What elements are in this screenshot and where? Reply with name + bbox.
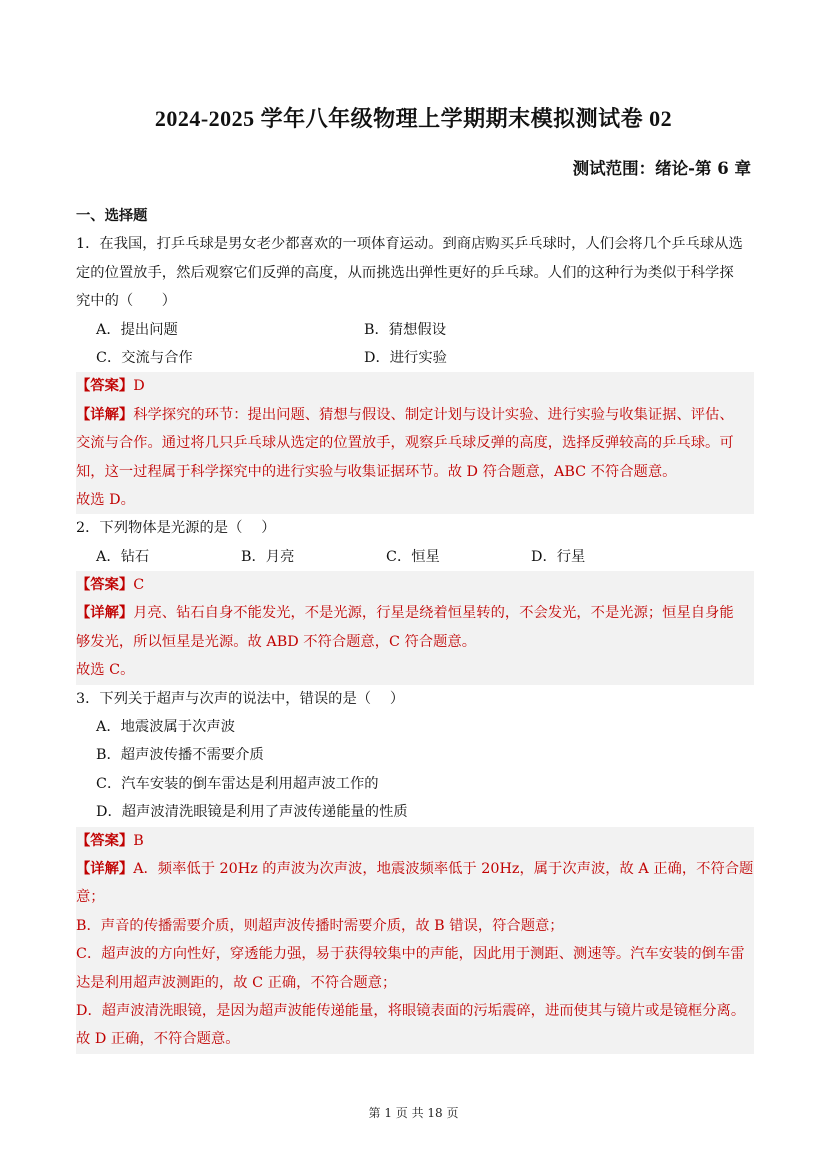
option-d: D．超声波清洗眼镜是利用了声波传递能量的性质 bbox=[96, 804, 408, 821]
question-2 bbox=[76, 514, 754, 684]
detail-line: C．超声波的方向性好，穿透能力强，易于获得较集中的声能，因此用于测距、测速等。汽车安装的倒车雷 bbox=[76, 946, 745, 963]
test-scope: 测试范围：绪论-第 6 章 bbox=[572, 159, 751, 178]
answer-tag: 【答案】 bbox=[76, 832, 134, 849]
detail-line: 知，这一过程属于科学探究中的进行实验与收集证据环节。故 D 符合题意，ABC 不符合题意。 bbox=[76, 463, 677, 480]
page-footer: 第 1 页 共 18 页 bbox=[368, 1106, 459, 1120]
option-c: C．交流与合作 bbox=[96, 349, 193, 366]
question-text-line: 3．下列关于超声与次声的说法中，错误的是（ ） bbox=[76, 690, 405, 707]
answer-line bbox=[76, 372, 754, 400]
answer-block bbox=[76, 571, 754, 685]
detail-line: 够发光，所以恒星是光源。故 ABD 不符合题意，C 符合题意。 bbox=[76, 633, 476, 650]
answer-tag: 【答案】 bbox=[76, 577, 134, 594]
question-text-line: 1．在我国，打乒乓球是男女老少都喜欢的一项体育运动。到商店购买乒乓球时，人们会将几个乒乓球从选 bbox=[76, 236, 743, 253]
detail-line: 交流与合作。通过将几只乒乓球从选定的位置放手，观察乒乓球反弹的高度，选择反弹较高的乒乓球。可 bbox=[76, 435, 734, 452]
answer-value: B bbox=[133, 832, 144, 849]
option-c: C．恒星 bbox=[386, 548, 440, 565]
option-a: A．钻石 bbox=[96, 548, 150, 565]
detail-tag: 【详解】 bbox=[76, 860, 134, 877]
answer-line bbox=[76, 571, 754, 599]
option-row bbox=[76, 543, 754, 571]
option-row bbox=[76, 316, 754, 344]
detail-line bbox=[76, 599, 754, 627]
answer-block bbox=[76, 372, 754, 514]
option-a: A．地震波属于次声波 bbox=[96, 719, 235, 736]
question-1 bbox=[76, 230, 754, 514]
question-text-line: 定的位置放手，然后观察它们反弹的高度，从而挑选出弹性更好的乒乓球。人们的这种行为类似于科学探 bbox=[76, 264, 734, 281]
detail-line: 意； bbox=[76, 889, 105, 906]
answer-line bbox=[76, 827, 754, 855]
answer-tag: 【答案】 bbox=[76, 378, 134, 395]
option-d: D．行星 bbox=[531, 548, 586, 565]
detail-line: B．声音的传播需要介质，则超声波传播时需要介质，故 B 错误，符合题意； bbox=[76, 917, 564, 934]
detail-line: 达是利用超声波测距的，故 C 正确，不符合题意； bbox=[76, 974, 397, 991]
detail-text: A．频率低于 20Hz 的声波为次声波，地震波频率低于 20Hz，属于次声波，故 A 正确，不符合题 bbox=[133, 860, 754, 877]
question-text-line: 究中的（ ） bbox=[76, 293, 177, 310]
section-heading: 一、选择题 bbox=[76, 208, 148, 224]
detail-tag: 【详解】 bbox=[76, 406, 134, 423]
page-title: 2024-2025 学年八年级物理上学期期末模拟测试卷 02 bbox=[154, 106, 673, 131]
option-b: B．猜想假设 bbox=[364, 321, 446, 338]
detail-text: 科学探究的环节：提出问题、猜想与假设、制定计划与设计实验、进行实验与收集证据、评估、 bbox=[133, 406, 734, 423]
option-a: A．提出问题 bbox=[96, 321, 178, 338]
answer-value: C bbox=[133, 577, 145, 594]
option-b: B．超声波传播不需要介质 bbox=[96, 747, 264, 764]
detail-line: 故选 C。 bbox=[76, 662, 135, 679]
option-row bbox=[76, 344, 754, 372]
detail-line bbox=[76, 401, 754, 429]
detail-line: 故选 D。 bbox=[76, 491, 135, 508]
detail-tag: 【详解】 bbox=[76, 605, 134, 622]
detail-line: 故 D 正确，不符合题意。 bbox=[76, 1031, 240, 1048]
answer-value: D bbox=[133, 378, 145, 395]
document-body bbox=[76, 202, 754, 1054]
question-text-line: 2．下列物体是光源的是（ ） bbox=[76, 520, 276, 537]
option-c: C．汽车安装的倒车雷达是利用超声波工作的 bbox=[96, 775, 379, 792]
option-d: D．进行实验 bbox=[364, 349, 447, 366]
detail-text: 月亮、钻石自身不能发光，不是光源，行星是绕着恒星转的，不会发光，不是光源；恒星自身能 bbox=[133, 605, 734, 622]
detail-line: D．超声波清洗眼镜，是因为超声波能传递能量，将眼镜表面的污垢震碎，进而使其与镜片或是镜框分离。 bbox=[76, 1002, 746, 1019]
answer-block bbox=[76, 827, 754, 1054]
question-3 bbox=[76, 685, 754, 1054]
option-b: B．月亮 bbox=[241, 548, 295, 565]
detail-line bbox=[76, 855, 754, 883]
